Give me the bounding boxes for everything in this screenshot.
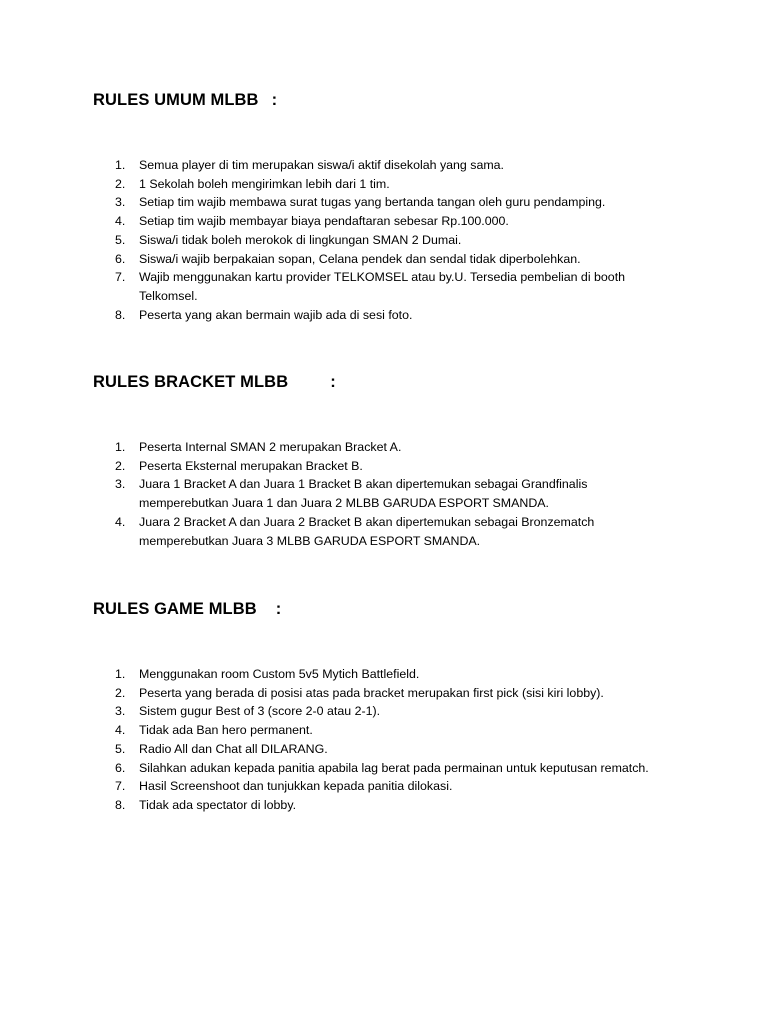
list-item-text: Menggunakan room Custom 5v5 Mytich Battlefield.: [139, 667, 420, 681]
section-title: [93, 372, 693, 392]
list-item-number: 4.: [115, 214, 126, 229]
list-item-number: 3.: [115, 195, 126, 210]
list-item-number: 4.: [115, 514, 126, 529]
list-item: [115, 513, 675, 550]
list-item-text: Semua player di tim merupakan siswa/i aktif disekolah yang sama.: [139, 158, 505, 172]
list-item: [115, 796, 675, 815]
section-title-colon: :: [275, 600, 282, 618]
rules-list: [115, 438, 675, 550]
list-item-number: 5.: [115, 741, 126, 756]
section-title-colon: :: [271, 91, 278, 109]
list-item: [115, 250, 675, 269]
list-item: [115, 777, 675, 796]
list-item-text: Setiap tim wajib membawa surat tugas yang bertanda tangan oleh guru pendamping.: [139, 195, 606, 210]
list-item-text: Juara 1 Bracket A dan Juara 1 Bracket B akan dipertemukan sebagai Grandfinalis memperebutkan Juara 1 dan Juara 2 MLBB GARUDA ESPORT SMANDA.: [139, 477, 588, 511]
list-item-text: Sistem gugur Best of 3 (score 2-0 atau 2-1).: [139, 704, 381, 719]
list-item-text: Hasil Screenshoot dan tunjukkan kepada panitia dilokasi.: [139, 779, 453, 794]
list-item-number: 1.: [115, 440, 126, 454]
list-item-number: 5.: [115, 232, 126, 247]
list-item-number: 1.: [115, 667, 126, 681]
list-item: [115, 665, 675, 684]
list-item: [115, 175, 675, 194]
list-item: [115, 268, 675, 305]
list-item: [115, 702, 675, 721]
list-item-number: 2.: [115, 458, 126, 473]
list-item-text: Silahkan adukan kepada panitia apabila lag berat pada permainan untuk keputusan rematch.: [139, 760, 649, 775]
rules-list: [115, 665, 675, 815]
list-item-text: Peserta yang berada di posisi atas pada bracket merupakan first pick (sisi kiri lobby).: [139, 685, 604, 700]
list-item-text: 1 Sekolah boleh mengirimkan lebih dari 1 tim.: [139, 176, 390, 191]
list-item-text: Peserta yang akan bermain wajib ada di sesi foto.: [139, 307, 413, 322]
rules-list: [115, 156, 675, 324]
section-title-text: RULES GAME MLBB: [93, 600, 257, 618]
list-item: [115, 438, 675, 457]
list-item-text: Peserta Eksternal merupakan Bracket B.: [139, 458, 363, 473]
list-item-text: Wajib menggunakan kartu provider TELKOMSEL atau by.U. Tersedia pembelian di booth Telkomsel.: [139, 270, 626, 303]
list-item: [115, 740, 675, 759]
list-item-number: 2.: [115, 176, 126, 191]
list-item-text: Tidak ada spectator di lobby.: [139, 797, 297, 812]
section-title-text: RULES UMUM MLBB: [93, 91, 259, 109]
list-item-text: Radio All dan Chat all DILARANG.: [139, 741, 328, 756]
list-item-number: 6.: [115, 251, 126, 266]
list-item-number: 7.: [115, 779, 126, 794]
list-item-text: Peserta Internal SMAN 2 merupakan Bracket A.: [139, 440, 402, 454]
list-item-number: 2.: [115, 685, 126, 700]
list-item: [115, 684, 675, 703]
list-item: [115, 475, 675, 512]
list-item-text: Siswa/i tidak boleh merokok di lingkungan SMAN 2 Dumai.: [139, 232, 462, 247]
list-item-text: Juara 2 Bracket A dan Juara 2 Bracket B akan dipertemukan sebagai Bronzematch memperebutkan Juara 3 MLBB GARUDA ESPORT SMANDA.: [139, 514, 595, 548]
list-item-number: 8.: [115, 797, 126, 812]
list-item-text: Setiap tim wajib membayar biaya pendaftaran sebesar Rp.100.000.: [139, 214, 509, 229]
list-item-number: 1.: [115, 158, 126, 172]
list-item: [115, 156, 675, 175]
list-item-number: 3.: [115, 477, 126, 492]
list-item-number: 3.: [115, 704, 126, 719]
section-rules-game: [93, 599, 693, 812]
list-item: [115, 212, 675, 231]
list-item-text: Tidak ada Ban hero permanent.: [139, 723, 313, 738]
list-item-number: 4.: [115, 723, 126, 738]
list-item: [115, 759, 675, 778]
list-item-number: 8.: [115, 307, 126, 322]
list-item: [115, 721, 675, 740]
section-rules-umum: [93, 90, 693, 322]
section-rules-bracket: [93, 372, 693, 548]
list-item-text: Siswa/i wajib berpakaian sopan, Celana pendek dan sendal tidak diperbolehkan.: [139, 251, 581, 266]
list-item: [115, 231, 675, 250]
list-item: [115, 306, 675, 325]
list-item: [115, 457, 675, 476]
list-item-number: 6.: [115, 760, 126, 775]
list-item-number: 7.: [115, 270, 126, 285]
section-title-text: RULES BRACKET MLBB: [93, 373, 289, 391]
section-title-colon: :: [330, 373, 336, 391]
list-item: [115, 193, 675, 212]
section-title: [93, 90, 693, 110]
section-title: [93, 599, 693, 619]
